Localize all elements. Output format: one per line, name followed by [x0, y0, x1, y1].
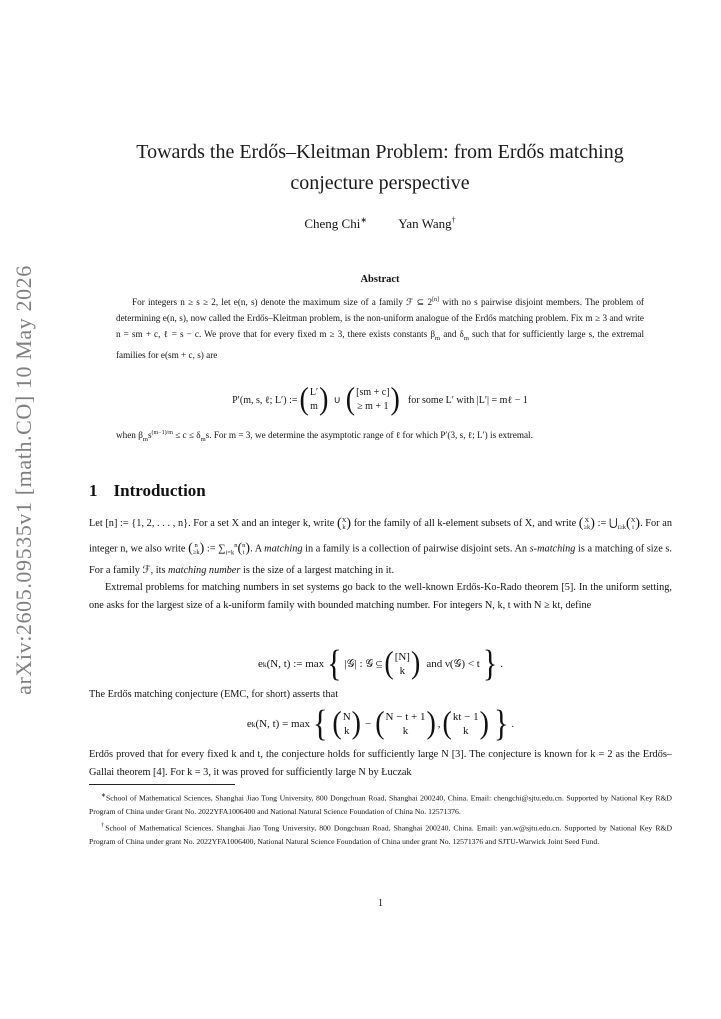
eq-minus: −	[365, 718, 372, 730]
binom-top: n	[194, 541, 198, 549]
binom-bottom: k	[343, 725, 350, 737]
text-run: . For an integer n, we also write	[89, 518, 672, 555]
intro-paragraph-1	[89, 515, 672, 615]
eq-args: (N, t) = max	[255, 718, 310, 730]
binom-top: [sm + c]	[356, 387, 390, 398]
erdos-proof-text: Erdős proved that for every fixed k and t, the conjecture holds for sufficiently large N [3]. The conjecture is known for k = 2 as the Erdős–Gallai theorem [4]. For k = 3, it was proved for sufficiently large N by Łuczak	[89, 749, 672, 778]
title-line-1: Towards the Erdős–Kleitman Problem: from Erdős matching	[136, 141, 624, 163]
author-list	[90, 216, 670, 232]
binom-bottom: ≥k	[192, 548, 200, 556]
binom-top: N − t + 1	[385, 711, 426, 723]
display-equation-emc	[89, 704, 672, 744]
author-1-mark: ∗	[360, 216, 368, 225]
eq-lhs: P′(m, s, ℓ; L′) :=	[232, 394, 298, 406]
abstract-display-equation	[116, 378, 644, 422]
binom-n-gek: ( n ≥k )	[188, 541, 205, 557]
binom-top: L′	[309, 387, 319, 398]
binom-x-i: ( X i )	[626, 516, 641, 531]
eq-end: .	[500, 658, 503, 670]
term-s-matching: s-matching	[529, 543, 576, 555]
binom-top: kt − 1	[452, 711, 479, 723]
abstract-tail-sub-2: m	[200, 435, 206, 443]
emc-intro-text: The Erdős matching conjecture (EMC, for short) asserts that	[89, 689, 339, 700]
eq-sub-k: k	[262, 659, 267, 669]
paper-title	[90, 137, 670, 199]
abstract-text-c: and δ	[440, 329, 464, 340]
binom-x-gek: ( X ≥k )	[578, 516, 595, 531]
title-line-2: conjecture perspective	[290, 172, 470, 194]
text-run: := ⋃	[594, 518, 618, 530]
arxiv-identifier-text: arXiv:2605.09535v1 [math.CO] 10 May 2026	[11, 265, 37, 695]
eq-tail: and ν(𝒢) < t	[426, 657, 480, 670]
abstract-tail	[116, 425, 644, 448]
footnote-1	[89, 790, 672, 818]
abstract-text-d: such that for sufficiently large s, the extremal families for e(sm + c, s) are	[116, 329, 644, 360]
author-2	[398, 216, 455, 231]
abstract-paragraph	[116, 292, 644, 363]
text-run: for the family of all k-element subsets of X, and write	[351, 518, 579, 530]
binom-n-i: ( n i )	[237, 541, 251, 557]
abstract-tail-a: when β	[116, 430, 143, 441]
text-run: is the size of a largest matching in it.	[240, 564, 395, 576]
binom-bottom: k	[399, 665, 406, 677]
binom-top: X	[341, 516, 347, 524]
abstract-text-b: with no s pairwise disjoint members. The problem of determining e(n, s), now called the Erdős–Kleitman problem, is the non-uniform analogue of the Erdős matching problem. Fix m ≥ 3 and write n = sm + c, ℓ = s − c. We prove that for every fixed m ≥ 3, there exists constants β	[116, 297, 644, 340]
binom-bottom: m	[310, 401, 318, 412]
left-brace: {	[312, 702, 328, 744]
section-number: 1	[89, 481, 98, 500]
eq-e: e	[246, 718, 252, 730]
binom-kt-1-k: ( kt − 1 k )	[442, 705, 489, 742]
eq-end: .	[511, 718, 515, 730]
right-brace: }	[493, 702, 509, 744]
arxiv-identifier-stamp	[2, 265, 46, 695]
eq-e: e	[257, 658, 263, 670]
binom-bottom: k	[463, 725, 469, 737]
footnote-2-text: School of Mathematical Sciences, Shanghai Jiao Tong University, 800 Dongchuan Road, Shanghai 200240, China. Email: yan.w@sjtu.edu.cn. Supported by National Key R&D Program of China under grant No. 2022YFA1006400, National Natural Science Foundation of China under grant No. 12571376 and SJTU-Warwick Joint Seed Fund.	[89, 823, 673, 847]
author-1-name: Cheng Chi	[304, 216, 361, 232]
binom-N-t-1-k: ( N − t + 1 k )	[375, 705, 436, 742]
binom-bottom: i	[242, 548, 245, 556]
footnote-1-text: School of Mathematical Sciences, Shanghai Jiao Tong University, 800 Dongchuan Road, Shanghai 200240, China. Email: chengchi@sjtu.edu.cn. Supported by National Key R&D Program of China under Grant No. 2022YFA1006400 and National Natural Science Foundation of China No. 12571376.	[89, 793, 672, 816]
sum-sub: i=k	[225, 549, 235, 557]
text-run: in a family is a collection of pairwise disjoint sets. An	[302, 543, 530, 555]
binom-bottom: k	[342, 523, 346, 531]
eq-args: (N, t) := max	[266, 658, 325, 670]
abstract-tail-sup: (m−1)/m	[151, 430, 173, 436]
binom-n-k: ( [N] k )	[384, 645, 421, 682]
footnote-1-mark: ∗	[101, 793, 107, 799]
eq-union-symbol: ∪	[333, 394, 341, 406]
binom-bottom: ≥ m + 1	[357, 401, 389, 412]
footnote-rule	[89, 784, 235, 785]
page-number: 1	[378, 898, 383, 909]
intro-paragraph-2: Extremal problems for matching numbers in set systems go back to the well-known Erdős-Ko-Rado theorem [5]. In the uniform setting, one asks for the largest size of a k-uniform family with bounded matching number. For integers N, k, t with N ≥ kt, define	[89, 582, 672, 612]
abstract-text-a: For integers n ≥ s ≥ 2, let e(n, s) denote the maximum size of a family ℱ ⊆ 2	[132, 297, 433, 308]
right-brace: }	[482, 642, 498, 684]
author-2-mark: †	[451, 216, 456, 225]
union-sub: i≥k	[617, 524, 627, 532]
text-run: is a matching of size s. For a family ℱ, its	[89, 543, 672, 576]
abstract-sub-delta: m	[463, 334, 469, 342]
author-1	[304, 216, 367, 231]
author-2-name: Yan Wang	[398, 216, 452, 232]
abstract-tail-c: ≤ c ≤ δ	[172, 430, 201, 441]
left-brace: {	[327, 642, 342, 684]
binom-l-prime-m: ( L′ m )	[299, 381, 329, 418]
eq-comma: ,	[437, 718, 441, 730]
footnote-2-mark: †	[101, 823, 106, 830]
eq-rhs: for some L′ with |L′| = mℓ − 1	[407, 394, 528, 406]
term-matching: matching	[264, 543, 303, 555]
abstract-tail-sub: m	[142, 435, 148, 443]
intro-paragraph-4	[89, 746, 672, 781]
intro-paragraph-3	[89, 686, 672, 704]
abstract-sup: [n]	[432, 297, 440, 303]
eq-sub-k: k	[251, 719, 256, 729]
abstract-tail-d: s. For m = 3, we determine the asymptotic range of ℓ for which P′(3, s, ℓ; L′) is extremal.	[205, 430, 533, 441]
binom-N-k: ( N k )	[332, 705, 361, 742]
binom-bottom: ≥k	[583, 523, 591, 531]
binom-top: N	[342, 711, 351, 723]
binom-top: n	[242, 541, 246, 549]
section-heading-introduction	[89, 481, 206, 501]
abstract-sub-beta: m	[435, 334, 441, 342]
section-title: Introduction	[113, 481, 206, 500]
text-run: Let [n] := {1, 2, . . . , n}. For a set X and an integer k, write	[89, 518, 338, 530]
binom-sm-plus-c: ( [sm + c] ≥ m + 1 )	[345, 381, 400, 418]
footnotes	[89, 790, 672, 851]
abstract-heading: Abstract	[360, 274, 400, 285]
binom-bottom: k	[402, 725, 409, 737]
sum-sup: n	[234, 541, 238, 549]
abstract-tail-b: s	[147, 430, 152, 441]
text-run: := ∑	[204, 543, 226, 555]
display-equation-ek	[89, 644, 672, 684]
term-matching-number: matching number	[168, 564, 241, 576]
text-run: . A	[250, 543, 265, 555]
binom-top: [N]	[394, 651, 410, 663]
eq-set: |𝒢| : 𝒢 ⊆	[344, 657, 383, 670]
binom-top: X	[584, 516, 590, 524]
binom-x-k: ( X k )	[337, 516, 352, 531]
binom-top: X	[630, 516, 636, 524]
binom-bottom: i	[632, 523, 634, 531]
footnote-2	[89, 820, 672, 848]
